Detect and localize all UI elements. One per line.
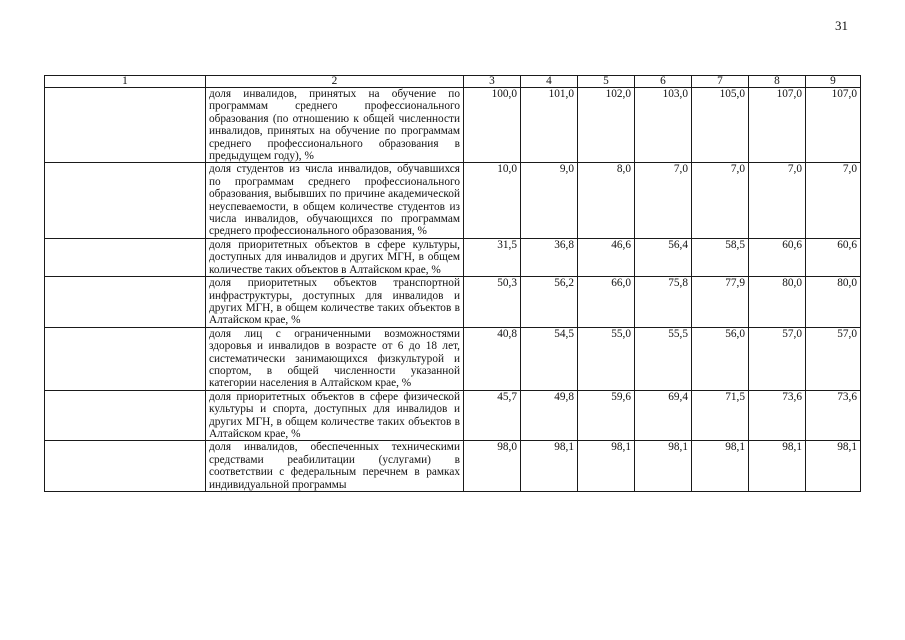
indicator-value: 73,6	[749, 390, 806, 441]
indicator-value: 69,4	[635, 390, 692, 441]
table-row	[45, 277, 861, 328]
indicator-value: 102,0	[578, 88, 635, 163]
indicator-value: 80,0	[749, 277, 806, 328]
table-row	[45, 88, 861, 163]
empty-cell	[45, 277, 206, 328]
indicator-value: 9,0	[521, 163, 578, 238]
indicator-value: 8,0	[578, 163, 635, 238]
indicator-value: 98,1	[635, 441, 692, 492]
empty-cell	[45, 163, 206, 238]
indicator-value: 98,1	[692, 441, 749, 492]
indicator-value: 55,0	[578, 327, 635, 390]
indicator-value: 77,9	[692, 277, 749, 328]
indicator-value: 107,0	[806, 88, 861, 163]
empty-cell	[45, 441, 206, 492]
table-row	[45, 327, 861, 390]
indicator-value: 50,3	[464, 277, 521, 328]
indicator-description: доля приоритетных объектов в сфере культуры, доступных для инвалидов и других МГН, в общем количестве таких объектов в Алтайском крае, %	[206, 238, 464, 276]
table-row	[45, 390, 861, 441]
empty-cell	[45, 238, 206, 276]
table-row	[45, 238, 861, 276]
indicator-value: 98,1	[806, 441, 861, 492]
indicator-value: 7,0	[635, 163, 692, 238]
column-header: 4	[521, 76, 578, 88]
column-header: 1	[45, 76, 206, 88]
column-header: 5	[578, 76, 635, 88]
column-header: 3	[464, 76, 521, 88]
column-header: 7	[692, 76, 749, 88]
indicator-value: 57,0	[806, 327, 861, 390]
indicator-value: 7,0	[692, 163, 749, 238]
indicator-value: 45,7	[464, 390, 521, 441]
indicator-description: доля студентов из числа инвалидов, обучавшихся по программам среднего профессионального образования, выбывших по причине академической неуспеваемости, в общем количестве студентов из числа инвалидов, обучающихся по программам среднего профессионального образования, %	[206, 163, 464, 238]
indicator-description: доля приоритетных объектов транспортной инфраструктуры, доступных для инвалидов и других МГН, в общем количестве таких объектов в Алтайском крае, %	[206, 277, 464, 328]
indicator-value: 56,4	[635, 238, 692, 276]
column-header: 9	[806, 76, 861, 88]
indicator-value: 7,0	[806, 163, 861, 238]
indicator-value: 66,0	[578, 277, 635, 328]
indicator-value: 36,8	[521, 238, 578, 276]
table-row	[45, 163, 861, 238]
indicator-value: 56,0	[692, 327, 749, 390]
indicator-value: 31,5	[464, 238, 521, 276]
indicators-table	[44, 75, 861, 492]
indicator-value: 60,6	[806, 238, 861, 276]
indicator-value: 73,6	[806, 390, 861, 441]
indicator-value: 105,0	[692, 88, 749, 163]
indicator-value: 100,0	[464, 88, 521, 163]
indicator-value: 98,1	[521, 441, 578, 492]
indicator-value: 49,8	[521, 390, 578, 441]
indicator-value: 101,0	[521, 88, 578, 163]
indicator-value: 7,0	[749, 163, 806, 238]
indicator-value: 71,5	[692, 390, 749, 441]
indicator-value: 55,5	[635, 327, 692, 390]
table-row	[45, 441, 861, 492]
indicator-value: 54,5	[521, 327, 578, 390]
empty-cell	[45, 327, 206, 390]
indicator-value: 107,0	[749, 88, 806, 163]
page-number: 31	[835, 18, 848, 33]
indicator-value: 98,1	[749, 441, 806, 492]
indicator-value: 40,8	[464, 327, 521, 390]
empty-cell	[45, 390, 206, 441]
indicator-value: 98,1	[578, 441, 635, 492]
indicator-description: доля инвалидов, принятых на обучение по программам среднего профессионального образования (по отношению к общей численности инвалидов, принятых на обучение по программам среднего профессионального образования в предыдущем году), %	[206, 88, 464, 163]
indicator-description: доля приоритетных объектов в сфере физической культуры и спорта, доступных для инвалидов и других МГН, в общем количестве таких объектов в Алтайском крае, %	[206, 390, 464, 441]
indicator-value: 59,6	[578, 390, 635, 441]
indicator-description: доля инвалидов, обеспеченных техническими средствами реабилитации (услугами) в соответствии с федеральным перечнем в рамках индивидуальной программы	[206, 441, 464, 492]
column-header: 6	[635, 76, 692, 88]
indicator-description: доля лиц с ограниченными возможностями здоровья и инвалидов в возрасте от 6 до 18 лет, систематически занимающихся физкультурой и спортом, в общей численности указанной категории населения в Алтайском крае, %	[206, 327, 464, 390]
indicator-value: 98,0	[464, 441, 521, 492]
empty-cell	[45, 88, 206, 163]
header-row	[45, 76, 861, 88]
indicator-value: 46,6	[578, 238, 635, 276]
indicator-value: 80,0	[806, 277, 861, 328]
indicator-value: 57,0	[749, 327, 806, 390]
indicator-value: 56,2	[521, 277, 578, 328]
indicator-value: 103,0	[635, 88, 692, 163]
column-header: 8	[749, 76, 806, 88]
indicator-value: 75,8	[635, 277, 692, 328]
indicator-value: 60,6	[749, 238, 806, 276]
column-header: 2	[206, 76, 464, 88]
indicator-value: 10,0	[464, 163, 521, 238]
indicator-value: 58,5	[692, 238, 749, 276]
